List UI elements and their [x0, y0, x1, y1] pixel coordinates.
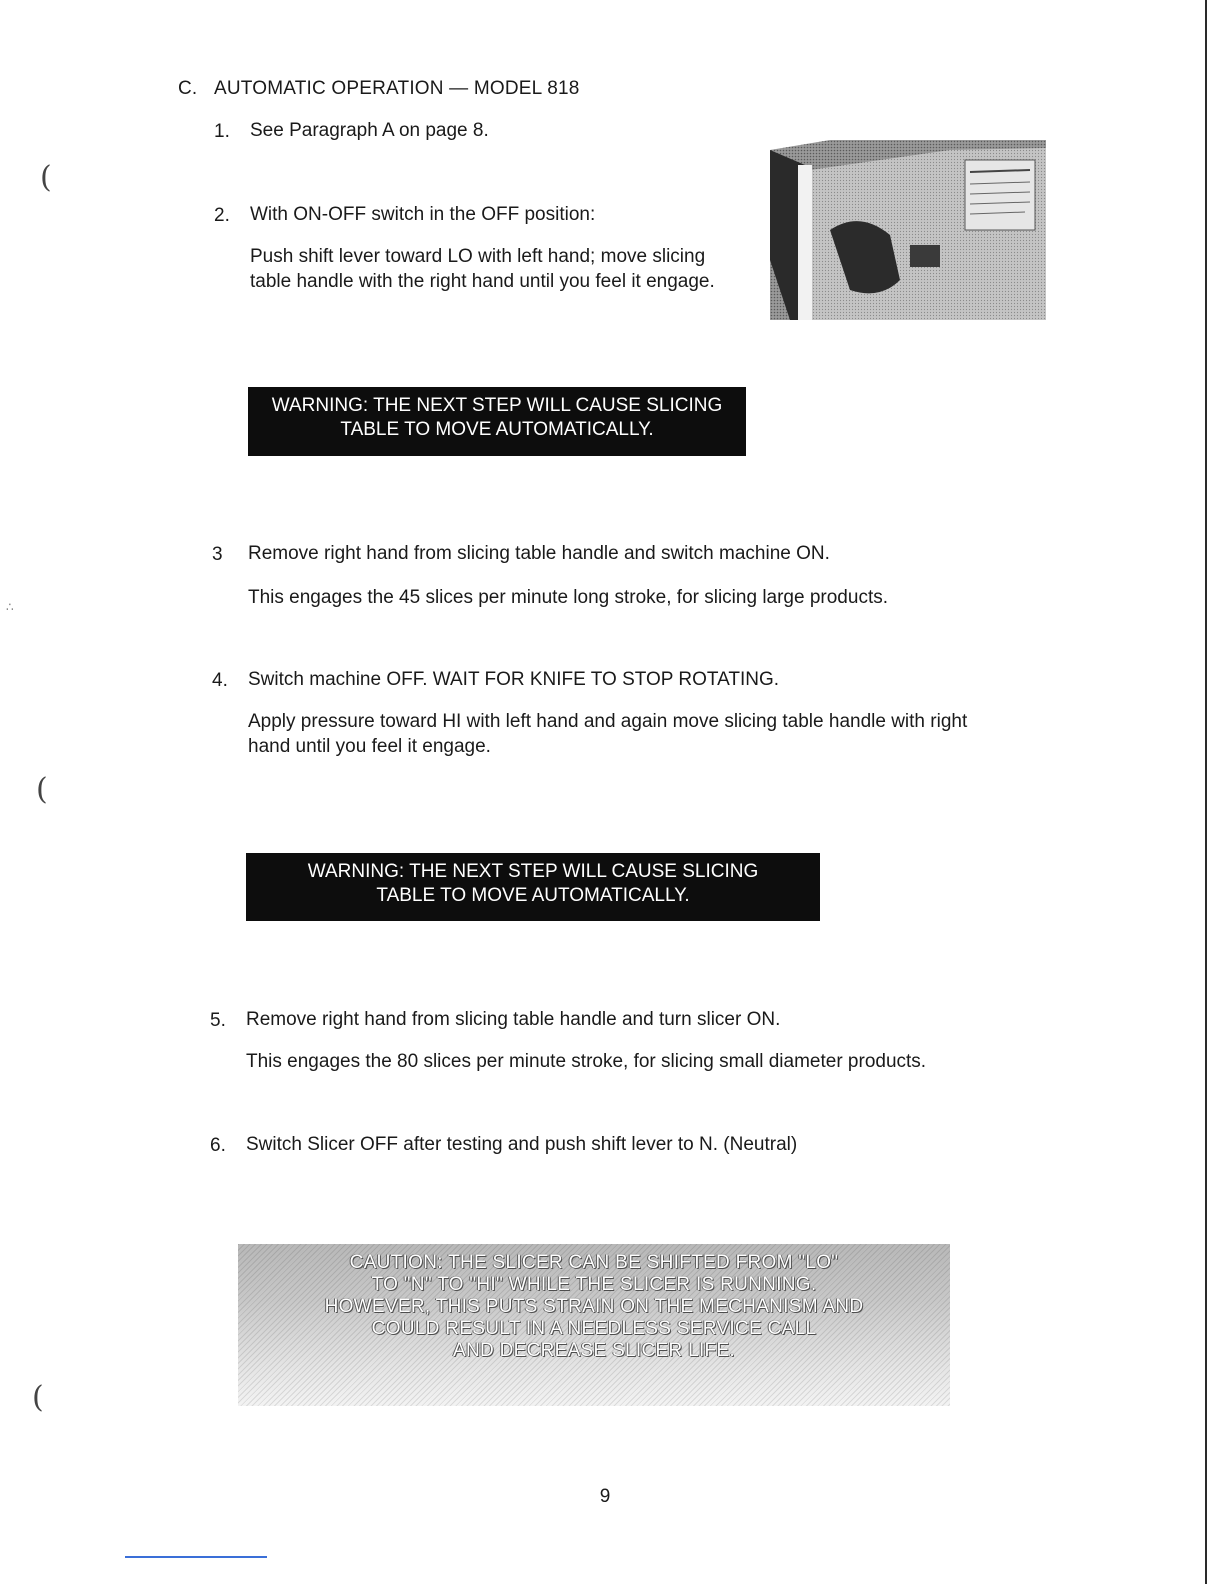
- section-title: AUTOMATIC OPERATION — MODEL 818: [214, 78, 580, 99]
- bottom-rule: [125, 1556, 267, 1558]
- step-5-number: 5.: [210, 1010, 226, 1031]
- warning-box: [246, 853, 820, 921]
- margin-mark: (: [40, 160, 52, 195]
- slicer-shift-lever-photo: [770, 140, 1046, 320]
- step-1-text: See Paragraph A on page 8.: [250, 120, 489, 141]
- step-3-text: Remove right hand from slicing table handle and switch machine ON.: [248, 543, 830, 564]
- page-edge-line: [1205, 0, 1207, 1584]
- caution-line: CAUTION: THE SLICER CAN BE SHIFTED FROM "LO": [349, 1252, 839, 1273]
- step-5-text: Remove right hand from slicing table handle and turn slicer ON.: [246, 1009, 781, 1030]
- step-3-detail: This engages the 45 slices per minute long stroke, for slicing large products.: [248, 587, 888, 608]
- warning-line: TABLE TO MOVE AUTOMATICALLY.: [340, 419, 654, 440]
- step-2-detail-line: Push shift lever toward LO with left hand; move slicing: [250, 246, 706, 267]
- step-3-number: 3: [212, 544, 223, 565]
- step-2-detail-line: table handle with the right hand until you feel it engage.: [250, 271, 715, 292]
- margin-mark: (: [32, 1380, 44, 1415]
- step-6-text: Switch Slicer OFF after testing and push shift lever to N. (Neutral): [246, 1134, 798, 1155]
- step-2-detail: [250, 244, 715, 294]
- warning-line: WARNING: THE NEXT STEP WILL CAUSE SLICING: [307, 861, 759, 882]
- caution-line: TO "N" TO "HI" WHILE THE SLICER IS RUNNING.: [371, 1274, 817, 1295]
- caution-box: [238, 1244, 950, 1406]
- warning-box: [248, 387, 746, 456]
- margin-mark: (: [36, 772, 48, 807]
- step-4-detail: [248, 709, 967, 759]
- step-2-number: 2.: [214, 205, 230, 226]
- step-4-number: 4.: [212, 670, 228, 691]
- step-4-text: Switch machine OFF. WAIT FOR KNIFE TO STOP ROTATING.: [248, 669, 780, 690]
- caution-line: COULD RESULT IN A NEEDLESS SERVICE CALL: [371, 1318, 817, 1339]
- step-1-number: 1.: [214, 121, 230, 142]
- step-4-detail-line: Apply pressure toward HI with left hand and again move slicing table handle with right: [248, 711, 968, 732]
- page-number: 9: [599, 1486, 611, 1507]
- step-4-detail-line: hand until you feel it engage.: [248, 736, 491, 757]
- step-2-text: With ON-OFF switch in the OFF position:: [250, 204, 596, 225]
- scan-speck: ∴: [6, 600, 14, 614]
- step-5-detail: This engages the 80 slices per minute stroke, for slicing small diameter products.: [246, 1051, 927, 1072]
- step-6-number: 6.: [210, 1135, 226, 1156]
- section-letter: C.: [178, 78, 198, 99]
- warning-line: TABLE TO MOVE AUTOMATICALLY.: [376, 885, 690, 906]
- warning-line: WARNING: THE NEXT STEP WILL CAUSE SLICING: [271, 395, 723, 416]
- caution-line: AND DECREASE SLICER LIFE.: [452, 1340, 736, 1361]
- caution-line: HOWEVER, THIS PUTS STRAIN ON THE MECHANISM AND: [324, 1296, 864, 1317]
- section-heading: [178, 78, 580, 100]
